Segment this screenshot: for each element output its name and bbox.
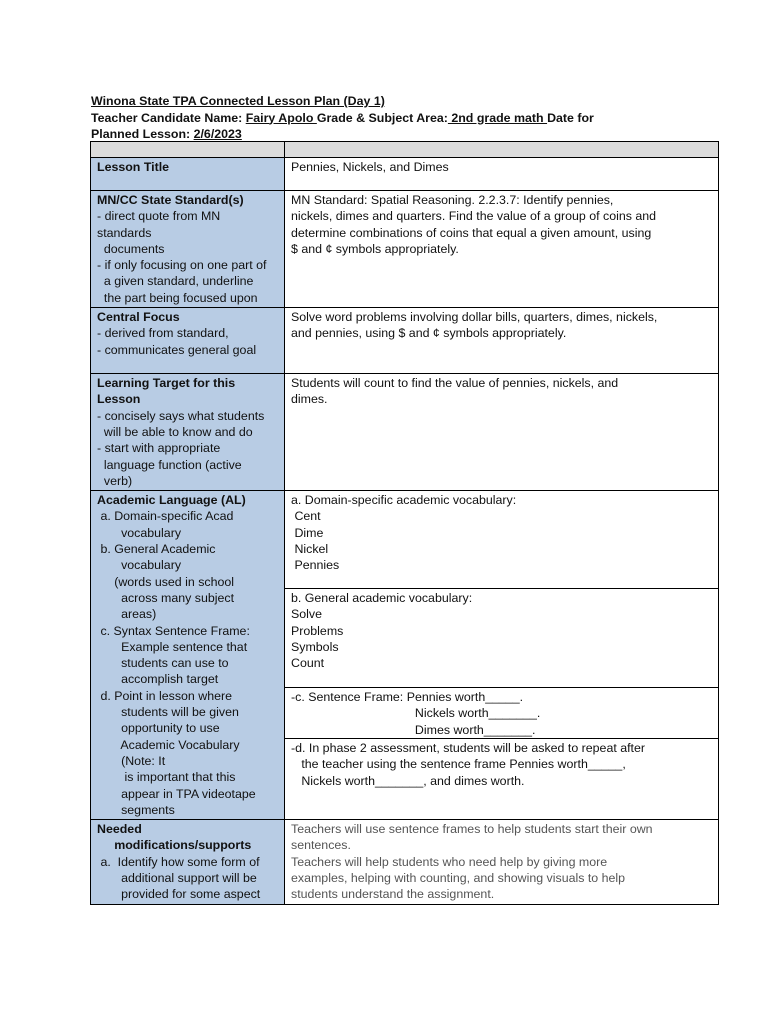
modifications-label: Needed bbox=[97, 822, 142, 837]
row-learning-target: Learning Target for this Lesson - concisely says what students will be able to know and do - start with appropriate language function (active verb) Students will count to find the value of pennies, nickels, and dimes. bbox=[91, 374, 719, 491]
row-modifications: Needed modifications/supports a. Identify how some form of additional support will be provided for some aspect Teachers will use sentence frames to help students start their own sentences. Teachers will help students who need help by giving more examples, helping with counting, and showing visuals to help students understand the assignment. bbox=[91, 820, 719, 904]
al-part-d: -d. In phase 2 assessment, students will be asked to repeat after the teacher using the sentence frame Pennies worth_____, Nickels worth_______, and dimes worth. bbox=[291, 741, 646, 788]
planned-date: 2/6/2023 bbox=[193, 127, 242, 141]
header-line2: Teacher Candidate Name: Fairy Apolo Grade & Subject Area: 2nd grade math Date for bbox=[91, 110, 594, 125]
header-line1: Winona State TPA Connected Lesson Plan (Day 1) bbox=[91, 94, 385, 108]
header-line3: Planned Lesson: 2/6/2023 bbox=[91, 127, 242, 141]
standards-label: MN/CC State Standard(s) bbox=[97, 193, 244, 207]
candidate-name: Fairy Apolo bbox=[245, 110, 317, 125]
learning-target-label: Learning Target for this Lesson bbox=[97, 376, 236, 407]
lesson-title-label: Lesson Title bbox=[97, 160, 170, 174]
learning-target-content: Students will count to find the value of pennies, nickels, and dimes. bbox=[285, 374, 719, 491]
central-focus-label: Central Focus bbox=[97, 310, 180, 325]
central-focus-content: Solve word problems involving dollar bills, quarters, dimes, nickels, and pennies, using $ and ¢ symbols appropriately. bbox=[285, 308, 719, 374]
row-lesson-title bbox=[91, 158, 719, 191]
row-central-focus: Central Focus - derived from standard, - communicates general goal Solve word problems involving dollar bills, quarters, dimes, nickels, and pennies, using $ and ¢ symbols appropriately. bbox=[91, 308, 719, 374]
lesson-plan-table bbox=[90, 141, 719, 905]
al-part-c: -c. Sentence Frame: Pennies worth_____. Nickels worth_______. Dimes worth_______. bbox=[285, 688, 718, 739]
al-part-b: b. General academic vocabulary: Solve Problems Symbols Count bbox=[285, 589, 718, 688]
row-academic-language: Academic Language (AL) a. Domain-specific Acad vocabulary b. General Academic vocabulary (words used in school across many subject areas) c. Syntax Sentence Frame: Example sentence that students can use to accomplish target d. Point in lesson where students will be given opportunity to use Academic Vocabulary (Note: It is important that this appear in TPA videotape segments a. Domain-specific academic vocabulary: Cent Dime Nickel Pennies b. General academic vocabulary: Solve Problems Symbols Count -c. Sentence Frame: Pennies worth_____. Nickels worth_______. Dimes worth_______. -d. In phase 2 assessment, students will be asked to repeat after the teacher using the sentence frame Pennies worth_____, Nickels worth_______, and dimes worth. bbox=[91, 491, 719, 820]
lesson-title-value: Pennies, Nickels, and Dimes bbox=[291, 160, 449, 174]
al-part-a: a. Domain-specific academic vocabulary: Cent Dime Nickel Pennies bbox=[285, 491, 718, 589]
table-header-row bbox=[91, 142, 719, 158]
document-header bbox=[91, 93, 691, 143]
row-standards: MN/CC State Standard(s) - direct quote from MN standards documents - if only focusing on one part of a given standard, underline the part being focused upon MN Standard: Spatial Reasoning. 2.2.3.7: Identify pennies, nickels, dimes and quarters. Find the value of a group of coins and determine combinations of coins that equal a given amount, using $ and ¢ symbols appropriately. bbox=[91, 191, 719, 308]
academic-language-label: Academic Language (AL) bbox=[97, 493, 246, 508]
modifications-content: Teachers will use sentence frames to help students start their own sentences. Teachers will help students who need help by giving more examples, helping with counting, and showing visuals to help students understand the assignment. bbox=[285, 820, 719, 904]
grade-subject: 2nd grade math bbox=[447, 110, 548, 125]
standards-content: MN Standard: Spatial Reasoning. 2.2.3.7: Identify pennies, nickels, dimes and quarters. Find the value of a group of coins and determine combinations of coins that equal a given amount, using $ and ¢ symbols appropriately. bbox=[285, 191, 719, 308]
